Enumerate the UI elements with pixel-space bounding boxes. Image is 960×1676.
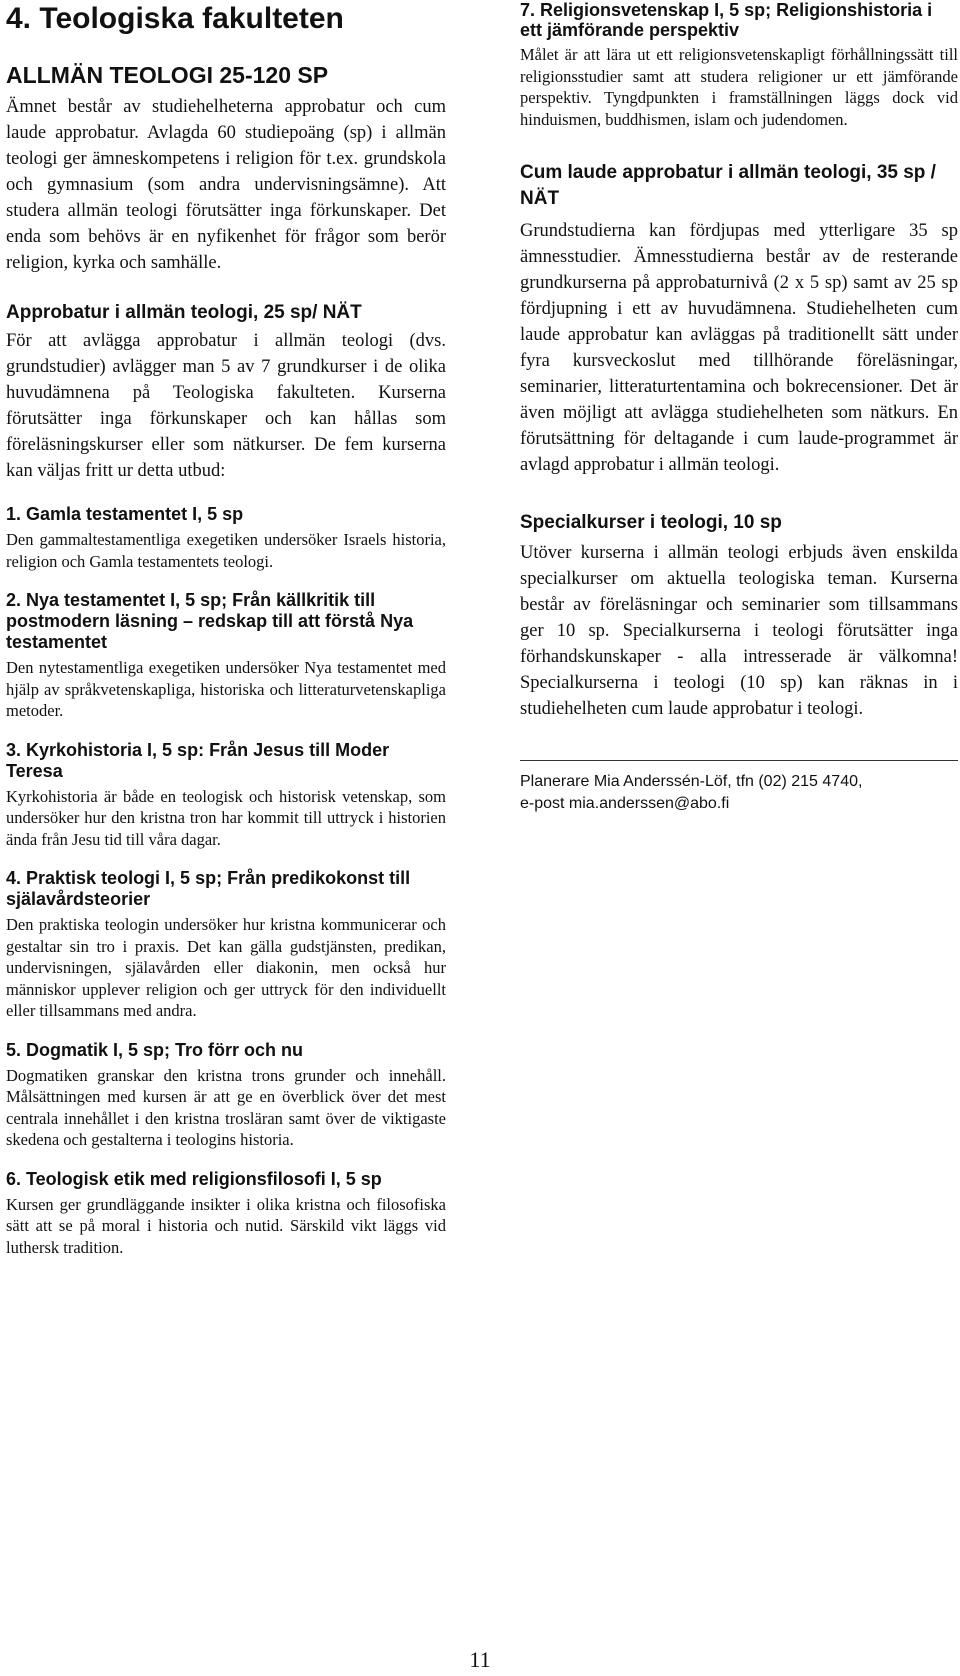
course-item [6,1169,446,1259]
course-item [6,868,446,1022]
contact-line: Planerare Mia Anderssén-Löf, tfn (02) 215 4740, [520,773,863,790]
course-text: Kyrkohistoria är både en teologisk och historisk vetenskap, som undersöker hur den kristna tron har kommit till uttryck i historien ända från Jesu tid till våra dagar. [6,786,446,849]
intro-paragraph: Ämnet består av studiehelheterna approbatur och cum laude approbatur. Avlagda 60 studiepoäng (sp) i allmän teologi ger ämneskompetens i religion för t.ex. grundskola och gymnasium (som andra undervisningsämne). Att studera allmän teologi förutsätter inga förkunskaper. Det enda som behövs är en nyfikenhet för frågor som berör religion, kyrka och samhälle. [6,97,446,273]
course-text: Målet är att lära ut ett religionsvetenskapligt förhållningssätt till religionsstudier samt att studera religioner ur ett jämförande perspektiv. Tyngdpunkten i framställningen läggs dock vid hinduismen, buddhismen, islam och judendomen. [520,45,958,129]
course-title: 6. Teologisk etik med religionsfilosofi I, 5 sp [6,1168,382,1189]
course-item [6,1040,446,1151]
course-text: Den nytestamentliga exegetiken undersöker Nya testamentet med hjälp av språkvetenskapliga, historiska och litteraturvetenskapliga metoder. [6,658,446,720]
course-item [6,590,446,722]
page-number: 11 [469,1647,491,1672]
course-title: 1. Gamla testamentet I, 5 sp [6,504,244,524]
course-item [6,740,446,851]
course-title: 5. Dogmatik I, 5 sp; Tro förr och nu [6,1039,304,1060]
course-title: 3. Kyrkohistoria I, 5 sp: Från Jesus till Moder Teresa [6,739,390,781]
cum-laude-text: Grundstudierna kan fördjupas med ytterligare 35 sp ämnesstudier. Ämnesstudierna består av de resterande grundkurserna på approbaturnivå (2 x 5 sp) samt av 25 sp fördjupning i ett av huvudämnena. Studiehelheten cum laude approbatur kan avläggas på traditionellt sätt under fyra kursveckoslut med tillhörande föreläsningar, seminarier, litteraturtentamina och bokrecensioner. Det är även möjligt att avlägga studiehelheten som nätkurs. En förutsättning för deltagande i cum laude-programmet är avlagd approbatur i allmän teologi. [520,221,958,475]
course-text: Kursen ger grundläggande insikter i olika kristna och filosofiska sätt att se på moral i historia och nutid. Särskild vikt läggs vid luthersk tradition. [6,1194,446,1257]
special-heading: Specialkurser i teologi, 10 sp [520,512,782,533]
section-heading: ALLMÄN TEOLOGI 25-120 SP [6,62,329,88]
divider [520,760,958,761]
course-title: 7. Religionsvetenskap I, 5 sp; Religionshistoria i ett jämförande perspektiv [520,0,933,40]
course-item [6,504,446,572]
course-text: Dogmatiken granskar den kristna trons grunder och innehåll. Målsättningen med kursen är att ge en överblick över det mest centrala innehållet i den kristna trosläran samt över de viktigaste skedena och gestalterna i teologins historia. [6,1065,446,1149]
cum-laude-heading: Cum laude approbatur i allmän teologi, 35 sp / NÄT [520,162,936,209]
course-title: 2. Nya testamentet I, 5 sp; Från källkritik till postmodern läsning – redskap till att förstå Nya testamentet [6,590,414,652]
course-text: Den praktiska teologin undersöker hur kristna kommunicerar och gestaltar sin tro i praxis. Det kan gälla gudstjänsten, predikan, undervisningen, själavården eller diakonin, men också hur människor upplever religion och ger uttryck för den individuellt eller tillsammans med andra. [6,915,446,1020]
left-column [6,0,446,1276]
approbatur-heading: Approbatur i allmän teologi, 25 sp/ NÄT [6,302,362,323]
right-column [520,0,958,815]
approbatur-text: För att avlägga approbatur i allmän teologi (dvs. grundstudier) avlägger man 5 av 7 grundkurser i de olika huvudämnena på Teologiska fakulteten. Kurserna förutsätter inga förkunskaper och kan hållas som föreläsningskurser eller som nätkurser. De fem kurserna kan väljas fritt ur detta utbud: [6,331,446,481]
page-title: 4. Teologiska fakulteten [6,2,344,35]
special-text: Utöver kurserna i allmän teologi erbjuds även enskilda specialkurser om aktuella teologiska teman. Kurserna består av föreläsningar och seminarier som tillsammans ger 10 sp. Specialkurserna i teologi förutsätter inga förhandskunskaper - alla intresserade är välkomna! Specialkurserna i teologi (10 sp) kan räknas in i studiehelheten cum laude approbatur i teologi. [520,543,958,719]
contact-email: e-post mia.anderssen@abo.fi [520,795,730,812]
course-text: Den gammaltestamentliga exegetiken undersöker Israels historia, religion och Gamla testamentets teologi. [6,530,446,571]
course-item [520,0,958,130]
course-title: 4. Praktisk teologi I, 5 sp; Från predikokonst till själavårdsteorier [6,868,411,909]
